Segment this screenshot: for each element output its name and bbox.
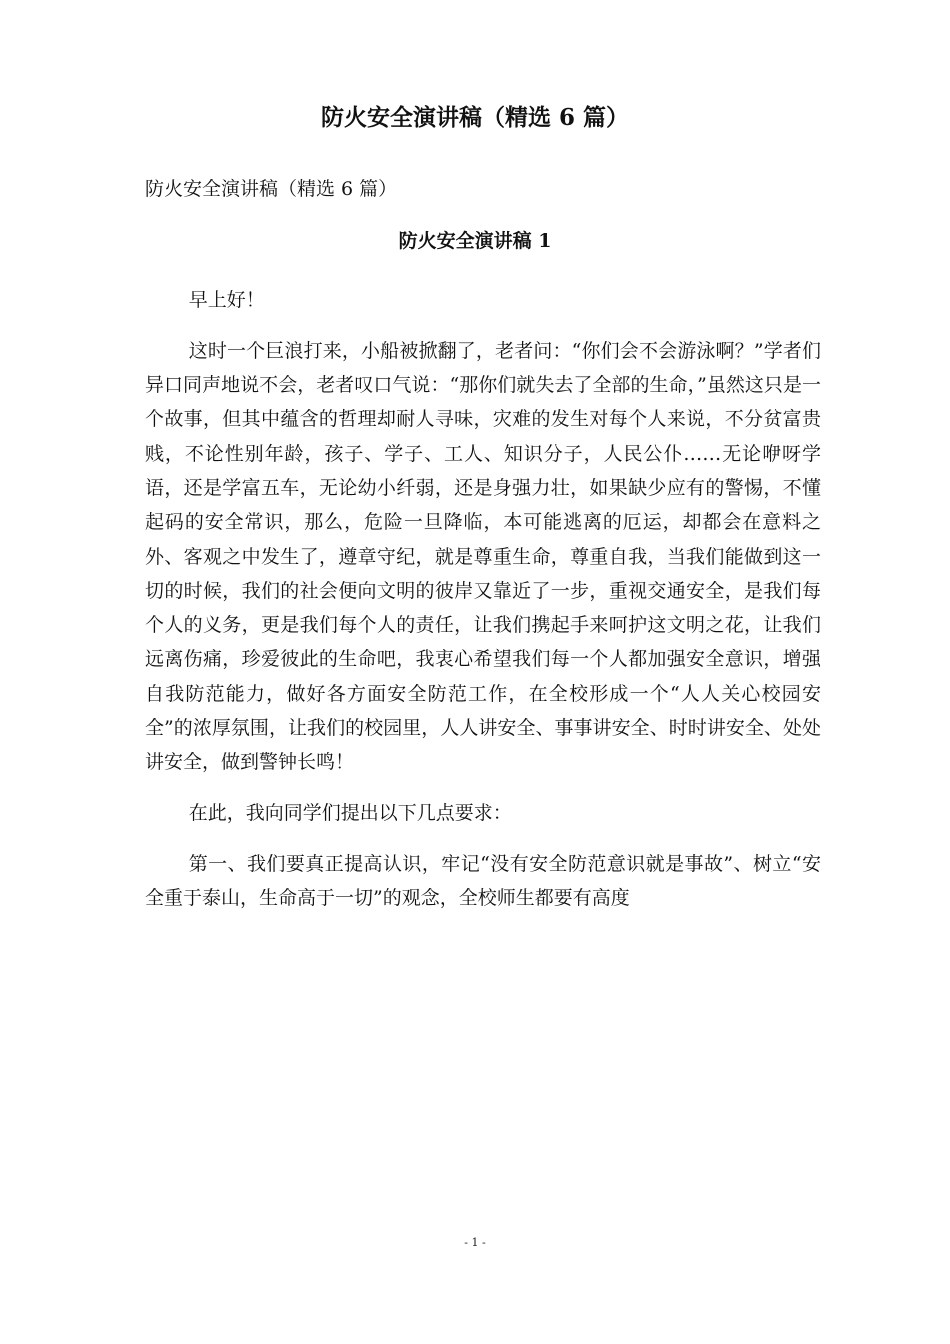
document-title: 防火安全演讲稿（精选 6 篇）	[320, 104, 630, 131]
page-number: - 1 -	[464, 1236, 486, 1249]
paragraph-greeting: 早上好！	[188, 289, 265, 311]
paragraph-requirement-1: 第一、我们要真正提高认识，牢记“没有安全防范意识就是事故”、树立“安全重于泰山，生命高于一切”的观念，全校师生都要有高度	[145, 852, 821, 910]
section-heading: 防火安全演讲稿 1	[398, 230, 552, 252]
document-body	[145, 283, 821, 932]
paragraph-requirements-intro: 在此，我向同学们提出以下几点要求：	[188, 802, 512, 825]
paragraph-story: 这时一个巨浪打来，小船被掀翻了，老者问：“你们会不会游泳啊？”学者们异口同声地说不会，老者叹口气说：“那你们就失去了全部的生命，”虽然这只是一个故事，但其中蕴含的哲理却耐人寻味，灾难的发生对每个人来说，不分贫富贵贱，不论性别年龄，孩子、学子、工人、知识分子，人民公仆……无论咿呀学语，还是学富五车，无论幼小纤弱，还是身强力壮，如果缺少应有的警惕，不懂起码的安全常识，那么，危险一旦降临，本可能逃离的厄运，却都会在意料之外、客观之中发生了，遵章守纪，就是尊重生命，尊重自我，当我们能做到这一切的时候，我们的社会便向文明的彼岸又靠近了一步，重视交通安全，是我们每个人的义务，更是我们每个人的责任，让我们携起手来呵护这文明之花，让我们远离伤痛，珍爱彼此的生命吧，我衷心希望我们每一个人都加强安全意识，增强自我防范能力，做好各方面安全防范工作，在全校形成一个“人人关心校园安全”的浓厚氛围，让我们的校园里，人人讲安全、事事讲安全、时时讲安全、处处讲安全，做到警钟长鸣！	[145, 339, 821, 774]
document-subtitle: 防火安全演讲稿（精选 6 篇）	[145, 178, 398, 200]
